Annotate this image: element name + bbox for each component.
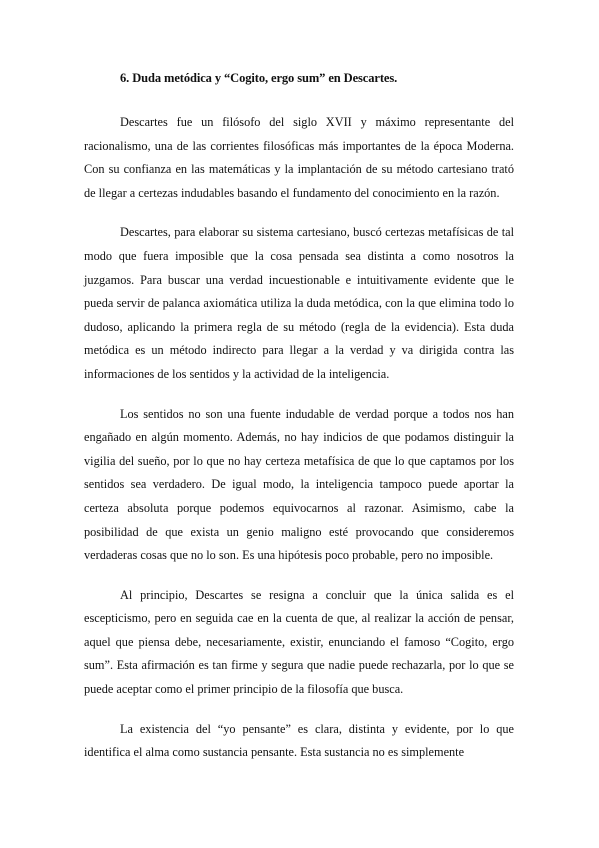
paragraph-cogito: Al principio, Descartes se resigna a concluir que la única salida es el escepticismo, pero en seguida cae en la cuenta de que, al realizar la acción de pensar, aquel que piensa debe, necesariamente, existir, enunciando el famoso “Cogito, ergo sum”. Esta afirmación es tan firme y segura que nadie puede rechazarla, por lo que se puede aceptar como el primer principio de la filosofía que busca.	[84, 587, 514, 697]
paragraph-intro: Descartes fue un filósofo del siglo XVII y máximo representante del racionalismo, una de las corrientes filosóficas más importantes de la época Moderna. Con su confianza en las matemáticas y la implantación de su método cartesiano trató de llegar a certezas indudables basando el fundamento del conocimiento en la razón.	[84, 115, 514, 200]
paragraph-senses: Los sentidos no son una fuente indudable de verdad porque a todos nos han engañado en algún momento. Además, no hay indicios de que podamos distinguir la vigilia del sueño, por lo que no hay certeza metafísica de que lo que captamos por los sentidos sea verdadero. De igual modo, la inteligencia tampoco puede aportar la certeza absoluta porque podemos equivocarnos al razonar. Asimismo, cabe la posibilidad de que exista un genio maligno esté provocando que consideremos verdaderas cosas que no lo son. Es una hipótesis poco probable, pero no imposible.	[84, 406, 514, 563]
paragraph-methodical-doubt: Descartes, para elaborar su sistema cartesiano, buscó certezas metafísicas de tal modo que fuera imposible que la cosa pensada sea distinta a como nosotros la juzgamos. Para buscar una verdad incuestionable e intuitivamente evidente que le pueda servir de palanca axiomática utiliza la duda metódica, con la que elimina todo lo dudoso, aplicando la primera regla de su método (regla de la evidencia). Esta duda metódica es un método indirecto para llegar a la verdad y va dirigida contra las informaciones de los sentidos y la actividad de la inteligencia.	[84, 225, 514, 381]
document-body	[84, 66, 514, 765]
paragraph-thinking-self: La existencia del “yo pensante” es clara, distinta y evidente, por lo que identifica el alma como sustancia pensante. Esta sustancia no es simplemente	[84, 721, 514, 760]
section-heading: 6. Duda metódica y “Cogito, ergo sum” en Descartes.	[120, 71, 398, 85]
